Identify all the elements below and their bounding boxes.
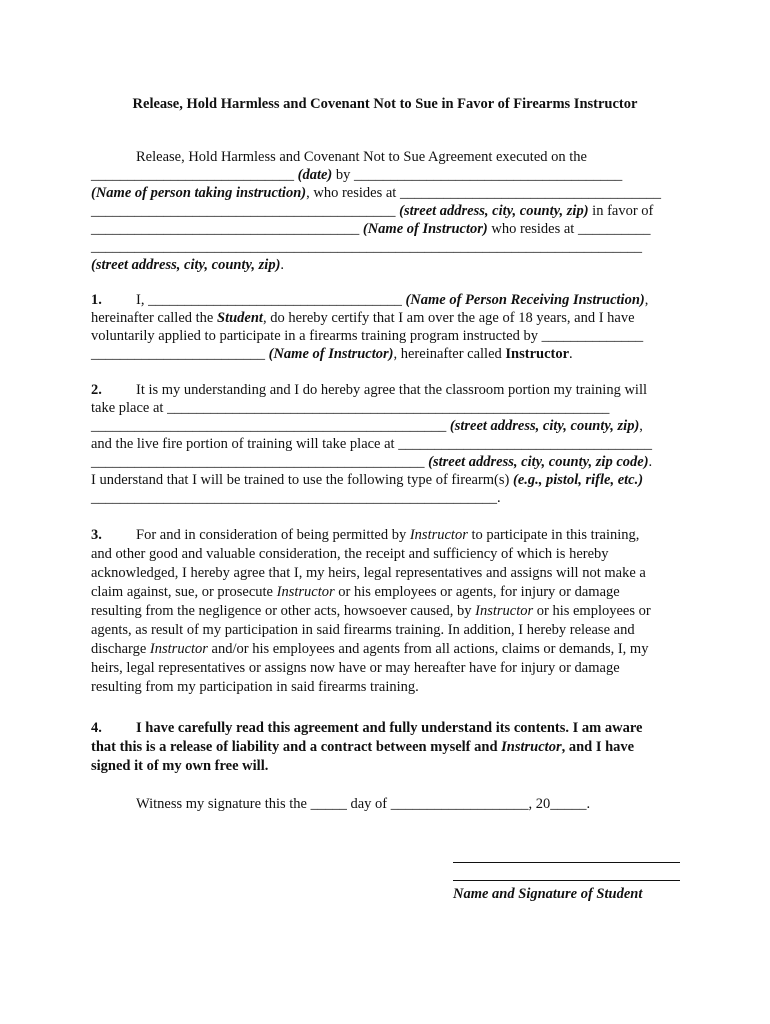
section-3-line-7b: and/or his employees and agents from all actions, claims or demands, I, my [207, 641, 649, 657]
firearm-examples-label: (e.g., pistol, rifle, etc.) [513, 472, 644, 488]
firearm-type-blank: ________________________________________________________. [91, 490, 501, 506]
section-3 [91, 526, 681, 696]
receiving-name-blank: ___________________________________ [148, 292, 402, 308]
student-name-label: (Name of person taking instruction) [91, 185, 307, 201]
section-3-line-7a: discharge [91, 641, 150, 657]
section-3-line-5a: resulting from the negligence or other acts, howsoever caused, by [91, 603, 476, 619]
student-address-blank: __________________________________________ [91, 203, 396, 219]
by-blank: _____________________________________ [354, 167, 623, 183]
instructor-term: Instructor [505, 346, 570, 362]
section-4-line-2a: that this is a release of liability and a contract between myself and [91, 739, 502, 755]
classroom-address-label: (street address, city, county, zip) [449, 418, 640, 434]
live-fire-location-line: and the live fire portion of training will take place at ___________________________________ [91, 436, 652, 452]
section-4-number: 4. [91, 720, 102, 736]
intro-period: . [280, 257, 285, 273]
hereinafter-text: , hereinafter called [393, 346, 506, 362]
signature-line-1 [453, 862, 680, 863]
resides-text: , who resides at [306, 185, 400, 201]
section-3-line-4a: claim against, sue, or prosecute [91, 584, 277, 600]
witness-line: Witness my signature this the _____ day of ___________________, 20_____. [136, 796, 591, 812]
signature-caption: Name and Signature of Student [453, 886, 643, 902]
period-2: . [648, 454, 653, 470]
section-1-line-2a: hereinafter called the [91, 310, 217, 326]
section-3-number: 3. [91, 527, 102, 543]
section-3-line-9: resulting from my participation in said firearms training. [91, 679, 419, 695]
section-4 [91, 719, 681, 775]
live-fire-address-blank: ______________________________________________ [91, 454, 425, 470]
document-title: Release, Hold Harmless and Covenant Not to Sue in Favor of Firearms Instructor [132, 96, 638, 112]
section-4-line-2b: , and I have [561, 739, 635, 755]
comma-2: , [639, 418, 643, 434]
student-term: Student [217, 310, 263, 326]
section-3-line-1a: For and in consideration of being permitted by [136, 527, 410, 543]
signature-line-2 [453, 880, 680, 881]
section-2 [91, 381, 681, 507]
classroom-address-blank: _________________________________________________ [91, 418, 447, 434]
section-3-line-8: heirs, legal representatives or assigns now have or may hereafter have for injury or damage [91, 660, 620, 676]
instructor-italic: Instructor [276, 584, 335, 600]
instructor-italic: Instructor [501, 739, 562, 755]
instructor-italic: Instructor [409, 527, 468, 543]
section-3-line-6: agents, as result of my participation in said firearms training. In addition, I hereby release and [91, 622, 635, 638]
instructor-residence-blank: __________ [577, 221, 651, 237]
comma: , [644, 292, 649, 308]
instructor-blank: ________________________ [91, 346, 265, 362]
section-1 [91, 291, 681, 363]
instructor-name-blank: _____________________________________ [91, 221, 360, 237]
section-3-line-3: acknowledged, I hereby agree that I, my heirs, legal representatives and assigns will not make a [91, 565, 646, 581]
section-1-number: 1. [91, 292, 102, 308]
live-fire-address-label: (street address, city, county, zip code) [428, 454, 649, 470]
intro-line-1: Release, Hold Harmless and Covenant Not to Sue Agreement executed on the [136, 149, 587, 165]
student-residence-blank: ____________________________________ [399, 185, 661, 201]
firearm-type-text: I understand that I will be trained to use the following type of firearm(s) [91, 472, 513, 488]
section-1-line-3: voluntarily applied to participate in a firearms training program instructed by ______________ [91, 328, 644, 344]
instructor-italic: Instructor [149, 641, 208, 657]
section-2-line-1: It is my understanding and I do hereby agree that the classroom portion my training will [136, 382, 648, 398]
section-1-line-2b: , do hereby certify that I am over the age of 18 years, and I have [262, 310, 635, 326]
section-3-line-1b: to participate in this training, [467, 527, 640, 543]
instructor-address-label: (street address, city, county, zip) [91, 257, 281, 273]
section-3-line-5b: or his employees or [533, 603, 651, 619]
section-1-i: I, [136, 292, 149, 308]
instructor-resides-text: who resides at [487, 221, 578, 237]
witness-block [91, 795, 681, 813]
classroom-location-line: take place at _____________________________________________________________ [91, 400, 610, 416]
section-4-line-3: signed it of my own free will. [91, 758, 269, 774]
date-label: (date) [297, 167, 333, 183]
instructor-name-label-2: (Name of Instructor) [268, 346, 394, 362]
date-blank: ____________________________ [91, 167, 294, 183]
receiving-name-label: (Name of Person Receiving Instruction) [405, 292, 645, 308]
instructor-italic: Instructor [475, 603, 534, 619]
instructor-name-label: (Name of Instructor) [362, 221, 488, 237]
street-address-label: (street address, city, county, zip) [399, 203, 589, 219]
period: . [569, 346, 573, 362]
section-2-number: 2. [91, 382, 102, 398]
instructor-address-blank: ____________________________________________________________________________ [91, 239, 642, 255]
in-favor-text: in favor of [588, 203, 654, 219]
intro-paragraph [91, 148, 681, 274]
section-3-line-4b: or his employees or agents, for injury or damage [334, 584, 620, 600]
section-4-line-1: I have carefully read this agreement and fully understand its contents. I am aware [136, 720, 643, 736]
section-3-line-2: and other good and valuable consideration, the receipt and sufficiency of which is hereby [91, 546, 609, 562]
by-text: by [332, 167, 354, 183]
